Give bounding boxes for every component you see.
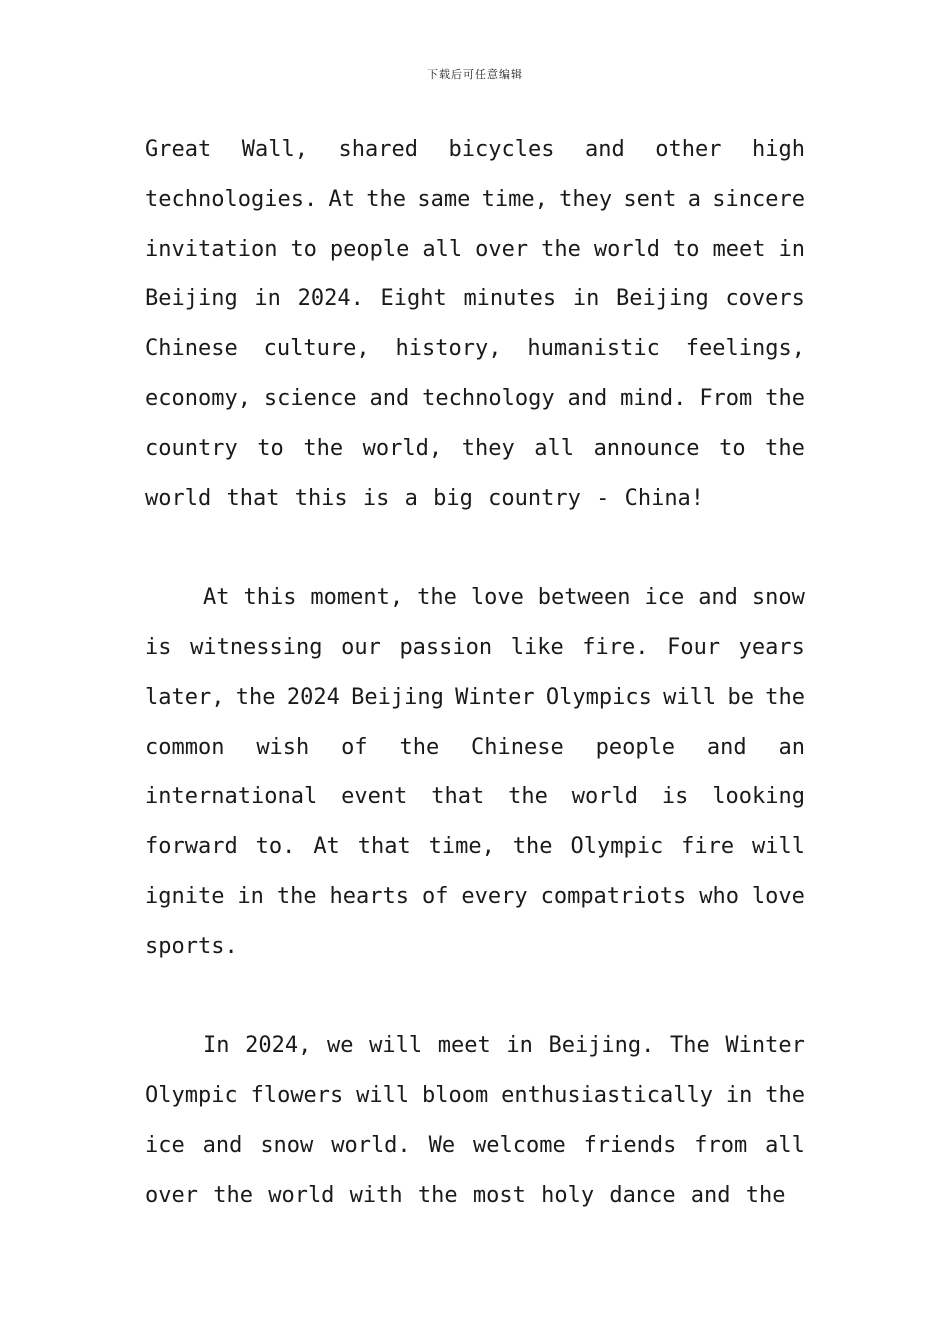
text-line: At this moment, the love between ice and snow [203, 585, 805, 611]
text-line: technologies. At the same time, they sent a sincere [145, 186, 805, 212]
text-line: forward to. At that time, the Olympic fire will [145, 834, 805, 860]
text-line: ice and snow world. We welcome friends from all [145, 1132, 805, 1158]
text-line: Olympic flowers will bloom enthusiastically in the [145, 1083, 805, 1109]
text-line: is witnessing our passion like fire. Four years [145, 634, 805, 660]
text-line: invitation to people all over the world to meet in [145, 236, 805, 262]
paragraph-gap [145, 972, 805, 1022]
text-line: later, the 2024 Beijing Winter Olympics will be the [145, 684, 805, 710]
text-line: country to the world, they all announce to the [145, 435, 805, 461]
paragraph [145, 573, 805, 971]
document-body [145, 125, 805, 1221]
text-line: international event that the world is looking [145, 784, 805, 810]
text-line: ignite in the hearts of every compatriots who love [145, 883, 805, 909]
text-line: economy, science and technology and mind. From the [145, 385, 805, 411]
page-header: 下载后可任意编辑 [427, 68, 523, 81]
text-line: Chinese culture, history, humanistic feelings, [145, 336, 805, 362]
paragraph-gap [145, 523, 805, 573]
text-line: sports. [145, 933, 238, 959]
text-line: In 2024, we will meet in Beijing. The Winter [203, 1033, 805, 1059]
paragraph [145, 125, 805, 523]
text-line: Beijing in 2024. Eight minutes in Beijing covers [145, 286, 805, 312]
text-line: common wish of the Chinese people and an [145, 734, 805, 760]
text-line: world that this is a big country - China! [145, 485, 705, 511]
paragraph [145, 1021, 805, 1220]
text-line: over the world with the most holy dance and the [145, 1182, 786, 1208]
text-line: Great Wall, shared bicycles and other high [145, 137, 805, 162]
